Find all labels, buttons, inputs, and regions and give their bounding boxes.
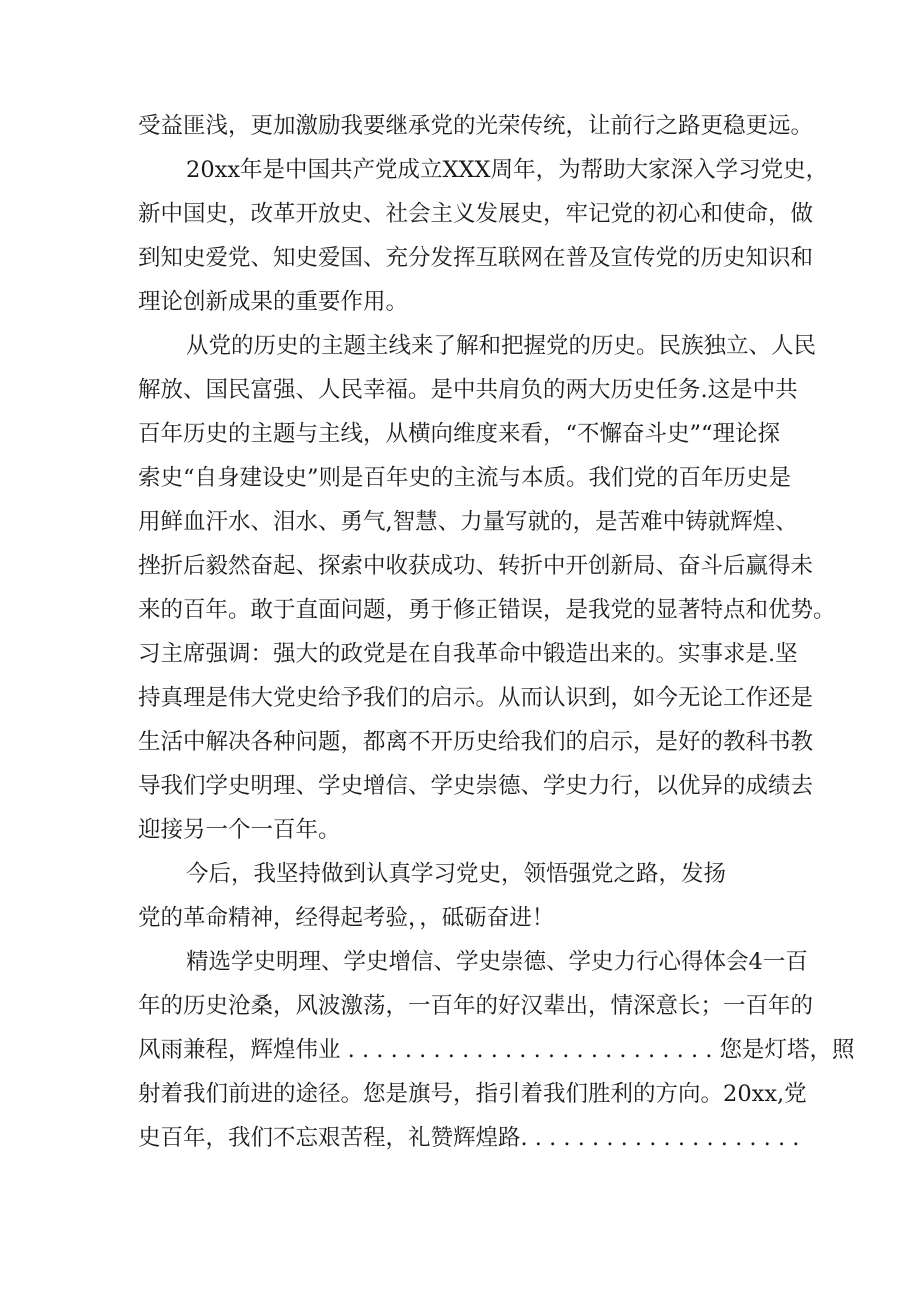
p3-line-11: 导我们学史明理、学史增信、学史崇德、学史力行，以优异的成绩去: [138, 773, 814, 799]
document-body: [138, 104, 855, 1160]
p1-line-1: 受益匪浅，更加激励我要继承党的光荣传统，让前行之路更稳更远。: [138, 113, 814, 139]
p3-line-9: 持真理是伟大党史给予我们的启示。从而认识到，如今无论工作还是: [138, 685, 814, 711]
p3-line-7: 来的百年。敢于直面问题，勇于修正错误，是我党的显著特点和优势。: [138, 597, 836, 623]
p5-line-1: 精选学史明理、学史增信、学史崇德、学史力行心得体会4一百: [186, 949, 808, 975]
p2-line-3: 到知史爱党、知史爱国、充分发挥互联网在普及宣传党的历史知识和: [138, 245, 814, 271]
p2-line-2: 新中国史，改革开放史、社会主义发展史，牢记党的初心和使命，做: [138, 201, 814, 227]
p4-line-1: 今后，我坚持做到认真学习党史，领悟强党之路，发扬: [186, 861, 727, 887]
p3-line-1: 从党的历史的主题主线来了解和把握党的历史。民族独立、人民: [186, 333, 817, 359]
p5-line-2: 年的历史沧桑，风波激荡，一百年的好汉辈出，情深意长；一百年的: [138, 993, 814, 1019]
p3-line-10: 生活中解决各种问题，都离不开历史给我们的启示，是好的教科书教: [138, 729, 814, 755]
p4-line-2: 党的革命精神，经得起考验，，砥砺奋进！: [138, 905, 555, 931]
p3-line-3: 百年历史的主题与主线，从横向维度来看，“不懈奋斗史”“理论探: [138, 421, 781, 447]
p3-line-8: 习主席强调：强大的政党是在自我革命中锻造出来的。实事求是.坚: [138, 641, 798, 667]
p2-line-1: 20xx年是中国共产党成立XXX周年，为帮助大家深入学习党史，: [186, 157, 829, 183]
p3-line-2: 解放、国民富强、人民幸福。是中共肩负的两大历史任务.这是中共: [138, 377, 798, 403]
p2-line-4: 理论创新成果的重要作用。: [138, 289, 409, 315]
p5-line-3: 风雨兼程，辉煌伟业 . . . . . . . . . . . . . . . . . . . . . . . . . . 您是灯塔，照: [138, 1037, 855, 1063]
p3-line-6: 挫折后毅然奋起、探索中收获成功、转折中开创新局、奋斗后赢得未: [138, 553, 814, 579]
p3-line-12: 迎接另一个一百年。: [138, 817, 341, 843]
p3-line-4: 索史“自身建设史”则是百年史的主流与本质。我们党的百年历史是: [138, 465, 792, 491]
p5-line-4: 射着我们前进的途径。您是旗号，指引着我们胜利的方向。20xx,党: [138, 1081, 807, 1107]
p3-line-5: 用鲜血汗水、泪水、勇气,智慧、力量写就的，是苦难中铸就辉煌、: [138, 509, 798, 535]
p5-line-5: 史百年，我们不忘艰苦程，礼赞辉煌路. . . . . . . . . . . . . . . . . . . .: [138, 1125, 800, 1151]
